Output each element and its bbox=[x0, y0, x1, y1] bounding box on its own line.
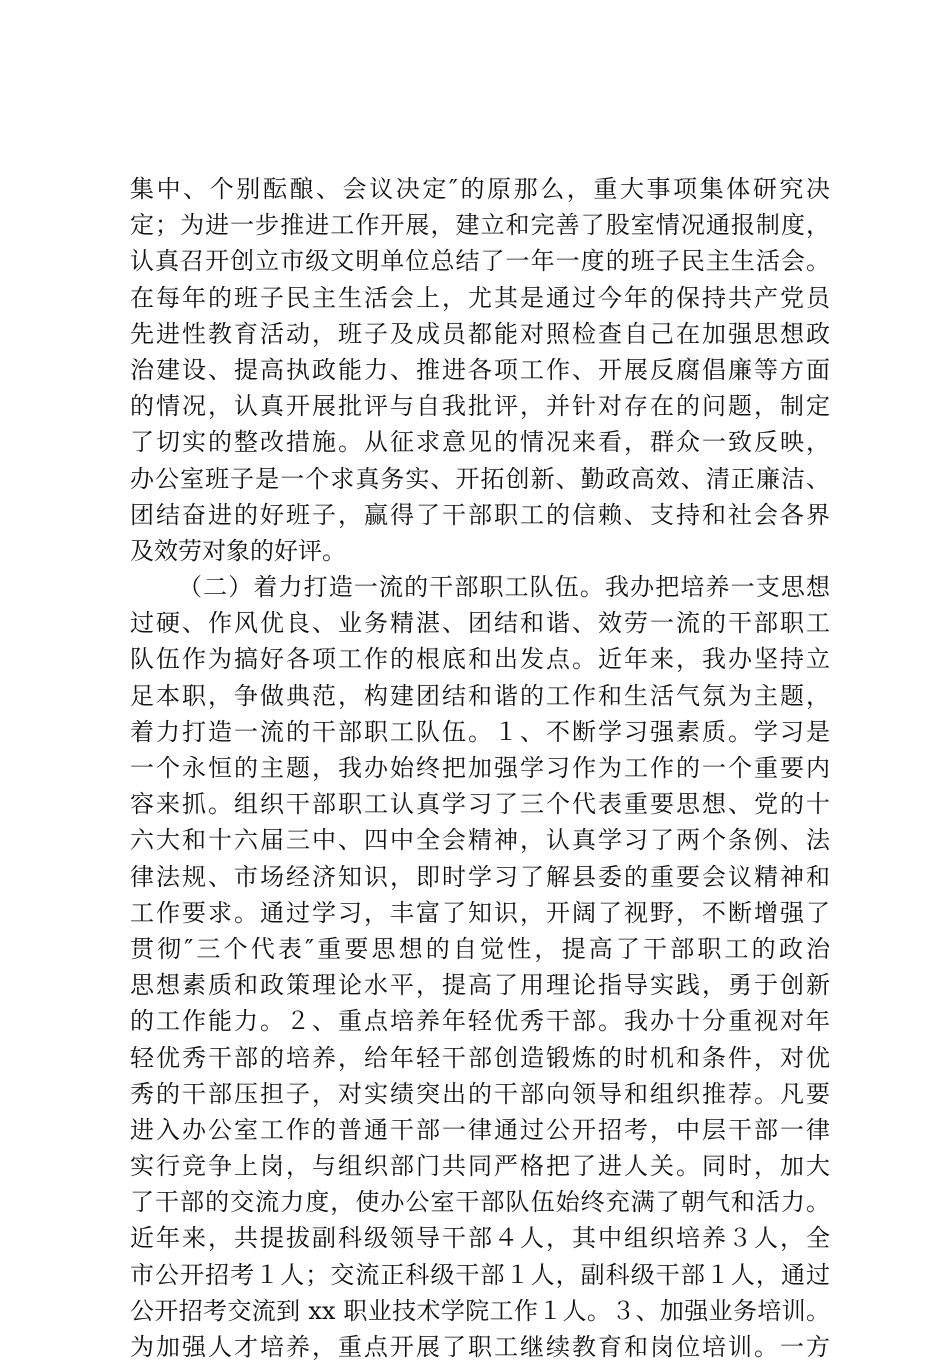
text-line: 先进性教育活动，班子及成员都能对照检查自己在加强思想政 bbox=[130, 319, 830, 348]
text-line: 团结奋进的好班子，赢得了干部职工的信赖、支持和社会各界 bbox=[130, 500, 830, 529]
text-line: 轻优秀干部的培养，给年轻干部创造锻炼的时机和条件，对优 bbox=[130, 1043, 830, 1072]
text-line: 及效劳对象的好评。 bbox=[130, 536, 346, 565]
text-line: 六大和十六届三中、四中全会精神，认真学习了两个条例、法 bbox=[130, 826, 830, 855]
text-line: 容来抓。组织干部职工认真学习了三个代表重要思想、党的十 bbox=[130, 790, 830, 819]
text-line: 集中、个别酝酿、会议决定″的原那么，重大事项集体研究决 bbox=[130, 175, 830, 203]
text-line: 市公开招考１人；交流正科级干部１人，副科级干部１人，通过 bbox=[130, 1260, 830, 1289]
text-line: 工作要求。通过学习，丰富了知识，开阔了视野，不断增强了 bbox=[130, 898, 830, 927]
text-line: 认真召开创立市级文明单位总结了一年一度的班子民主生活会。 bbox=[130, 247, 830, 276]
text-line: 律法规、市场经济知识，即时学习了解县委的重要会议精神和 bbox=[130, 862, 830, 891]
text-line: 秀的干部压担子，对实绩突出的干部向领导和组织推荐。凡要 bbox=[130, 1079, 830, 1108]
text-line: 进入办公室工作的普通干部一律通过公开招考，中层干部一律 bbox=[130, 1115, 830, 1144]
text-line: 着力打造一流的干部职工队伍。１、不断学习强素质。学习是 bbox=[130, 717, 830, 746]
text-line: 一个永恒的主题，我办始终把加强学习作为工作的一个重要内 bbox=[130, 754, 830, 782]
text-line: 的情况，认真开展批评与自我批评，并针对存在的问题，制定 bbox=[130, 392, 830, 421]
text-line: 了干部的交流力度，使办公室干部队伍始终充满了朝气和活力。 bbox=[130, 1188, 830, 1217]
body-text bbox=[130, 171, 830, 1365]
text-line: 队伍作为搞好各项工作的根底和出发点。近年来，我办坚持立 bbox=[130, 645, 830, 674]
section-heading-line: （二）着力打造一流的干部职工队伍。我办把培养一支思想 bbox=[178, 573, 830, 602]
text-line: 的工作能力。２、重点培养年轻优秀干部。我办十分重视对年 bbox=[130, 1007, 830, 1036]
text-line: 思想素质和政策理论水平，提高了用理论指导实践，勇于创新 bbox=[130, 971, 830, 1000]
text-line: 贯彻″三个代表″重要思想的自觉性，提高了干部职工的政治 bbox=[130, 934, 830, 963]
text-line: 公开招考交流到 xx 职业技术学院工作１人。３、加强业务培训。 bbox=[130, 1296, 830, 1325]
text-line: 了切实的整改措施。从征求意见的情况来看，群众一致反映， bbox=[130, 428, 830, 457]
text-line: 治建设、提高执政能力、推进各项工作、开展反腐倡廉等方面 bbox=[130, 355, 830, 384]
text-line: 办公室班子是一个求真务实、开拓创新、勤政高效、清正廉洁、 bbox=[130, 464, 830, 493]
text-line: 足本职，争做典范，构建团结和谐的工作和生活气氛为主题， bbox=[130, 681, 830, 710]
text-line: 实行竞争上岗，与组织部门共同严格把了进人关。同时，加大 bbox=[130, 1152, 830, 1181]
text-line: 为加强人才培养，重点开展了职工继续教育和岗位培训。一方 bbox=[130, 1333, 830, 1361]
text-line: 过硬、作风优良、业务精湛、团结和谐、效劳一流的干部职工 bbox=[130, 609, 830, 638]
text-line: 在每年的班子民主生活会上，尤其是通过今年的保持共产党员 bbox=[130, 283, 830, 312]
text-line: 定；为进一步推进工作开展，建立和完善了股室情况通报制度， bbox=[130, 211, 830, 240]
text-line: 近年来，共提拔副科级领导干部４人，其中组织培养３人，全 bbox=[130, 1224, 830, 1253]
